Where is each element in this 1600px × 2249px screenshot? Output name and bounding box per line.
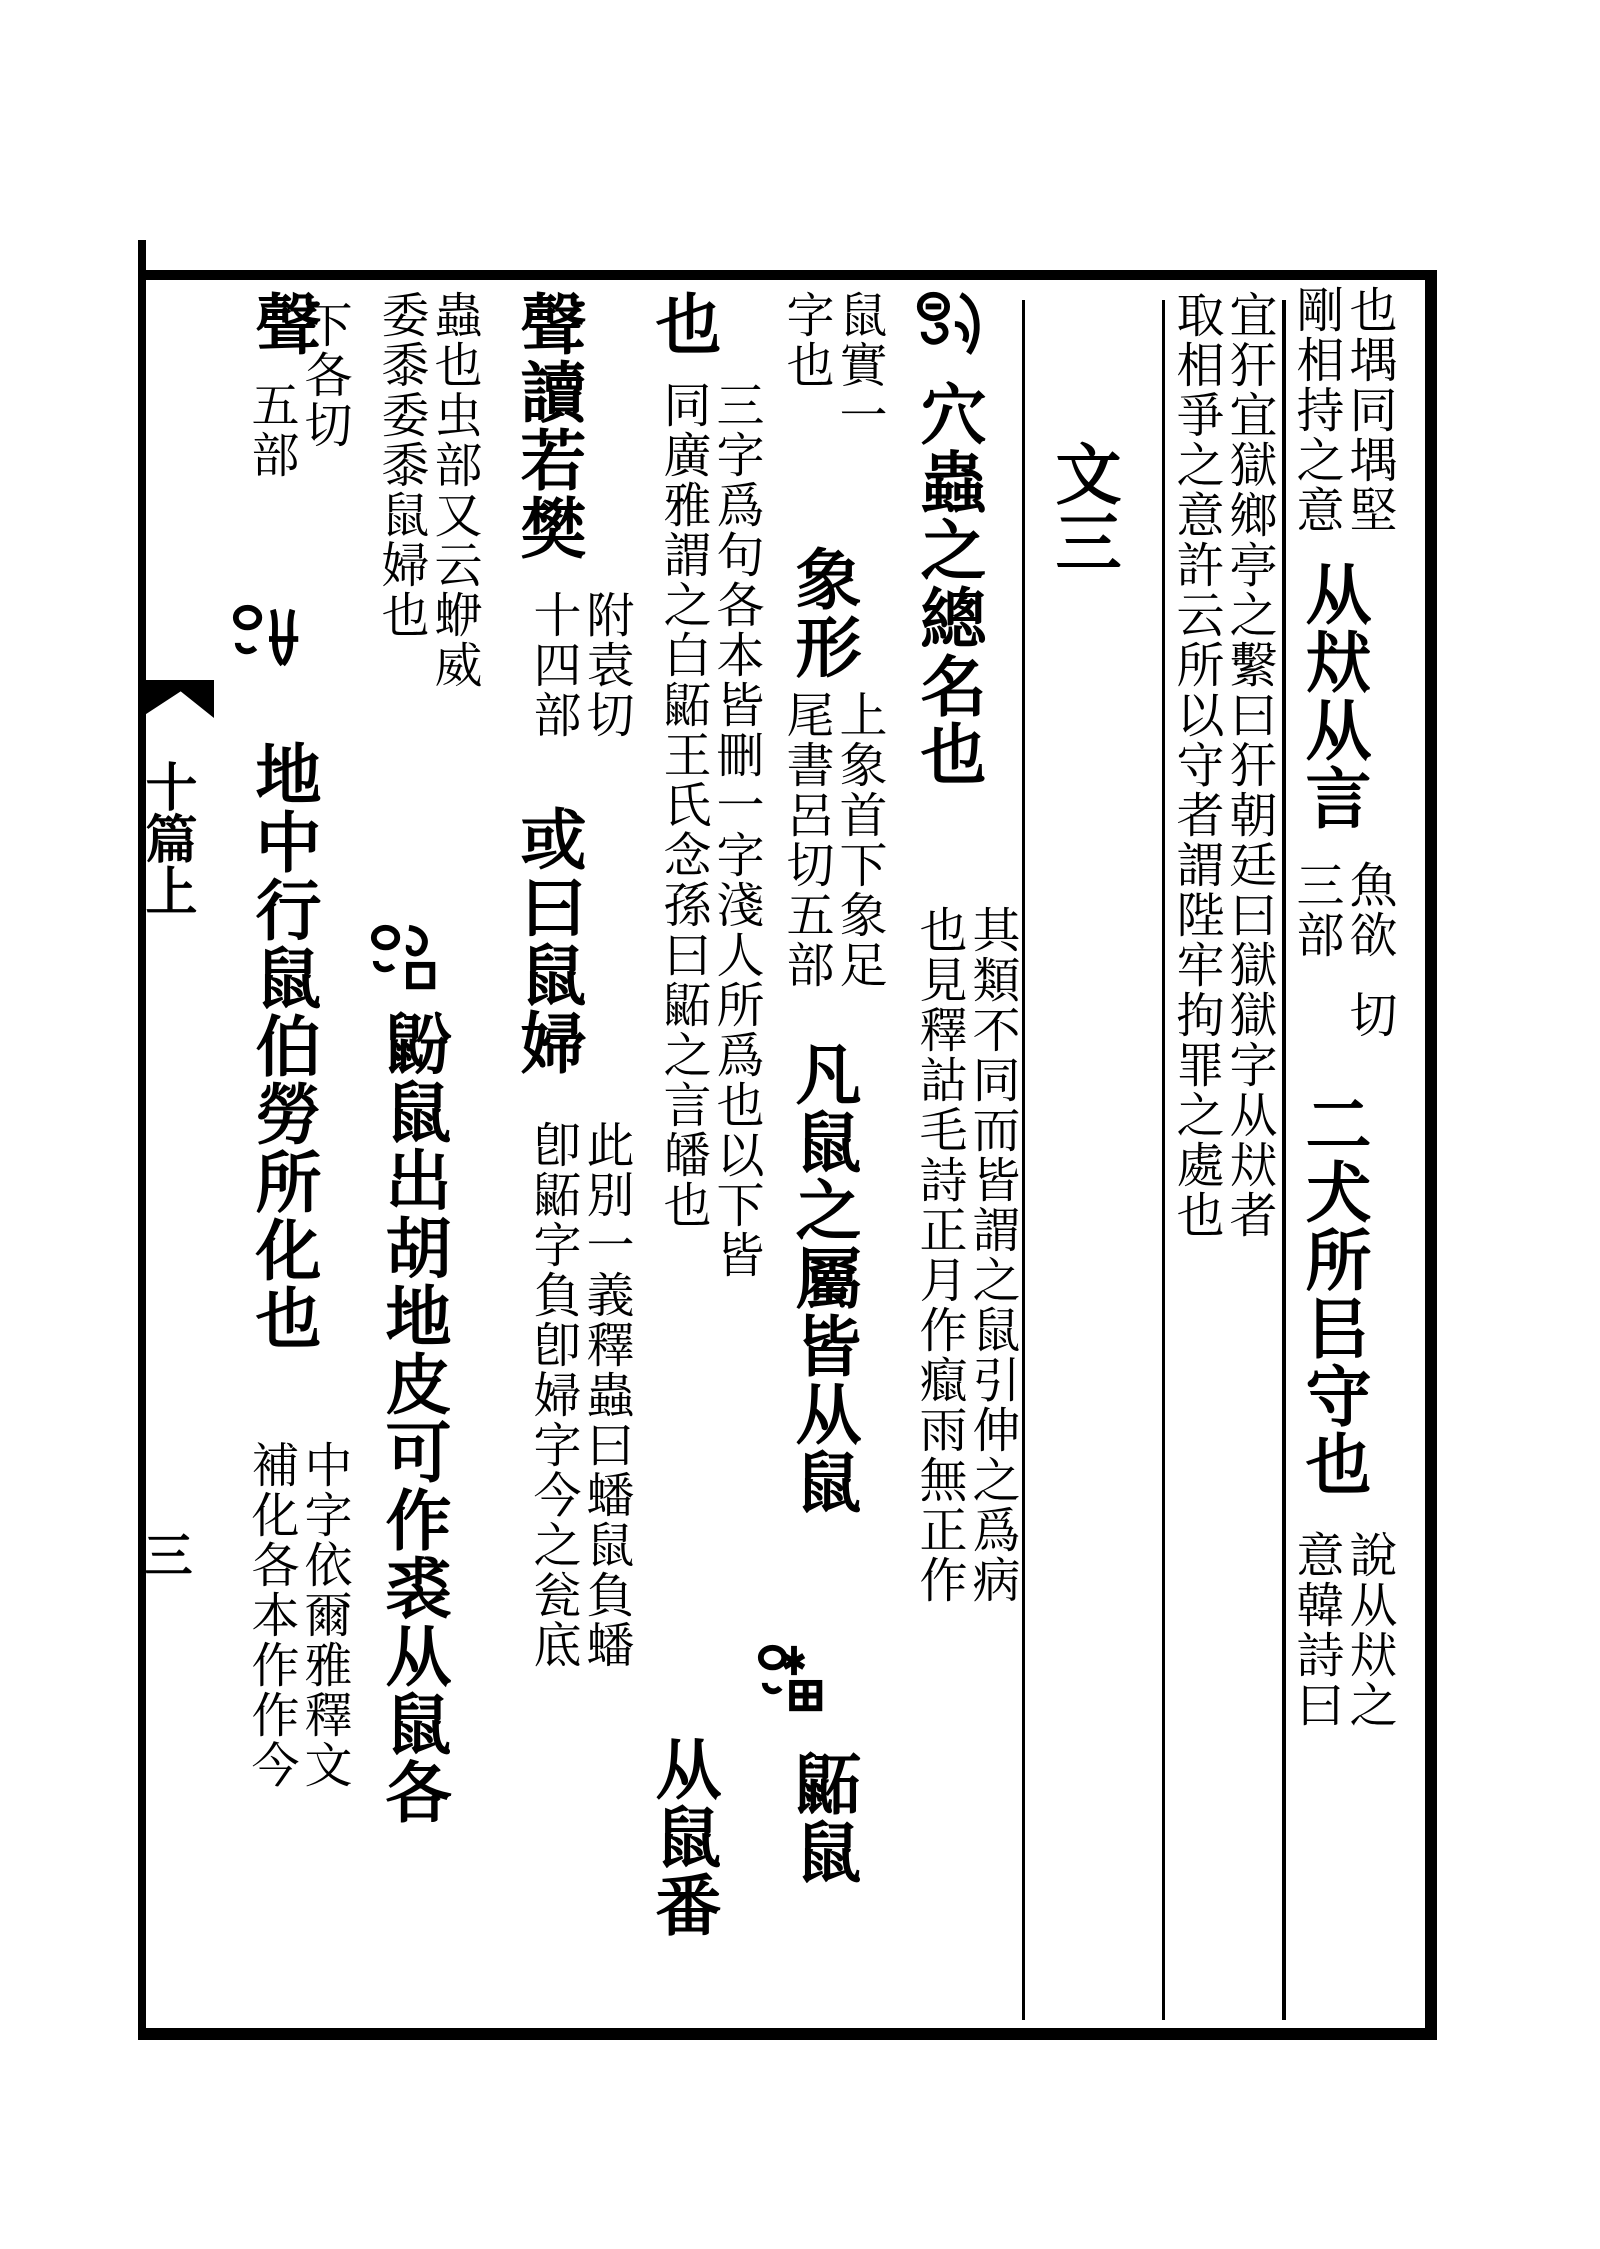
column-rule bbox=[1022, 300, 1025, 2020]
col4-note-a: 其類不同而皆謂之鼠引伸之爲病 bbox=[964, 905, 1020, 1605]
col4-main: 穴蟲之總名也 bbox=[909, 380, 987, 788]
col1-note-e1: 說从㹜之 bbox=[1341, 1530, 1397, 1730]
col8-main: 鼢鼠出胡地皮可作裘从鼠各 bbox=[374, 1010, 452, 1826]
col5-note-c1: 上象首下象足 bbox=[831, 690, 887, 990]
seal-glyph-fen bbox=[230, 600, 308, 678]
col2-note-a: 宜犴宜獄鄉亭之繫曰犴朝廷曰獄獄字从㹜者 bbox=[1221, 290, 1277, 1240]
col7-note-c1: 此別一義釋蟲曰蟠鼠負蟠 bbox=[578, 1120, 634, 1670]
seal-glyph-luo bbox=[368, 920, 446, 998]
col1-note-e2: 意韓詩曰 bbox=[1288, 1530, 1344, 1730]
frame-left-line bbox=[138, 240, 146, 2040]
page-number: 三 bbox=[136, 1530, 192, 1578]
col1-note-b: 剛相持之意 bbox=[1288, 285, 1344, 535]
col7-note-b: 十四部 bbox=[525, 590, 581, 740]
count-heading: 文三 bbox=[1044, 440, 1122, 576]
col8-note-b: 委黍委黍鼠婦也 bbox=[373, 290, 429, 640]
col5-main-3: 鼫鼠 bbox=[784, 1750, 862, 1886]
frame-right-line bbox=[1425, 270, 1437, 2040]
col4-note-b: 也見釋詁毛詩正月作癙雨無正作 bbox=[911, 905, 967, 1605]
col5-note-a: 鼠實一 bbox=[831, 290, 887, 440]
col9-main: 聲 bbox=[244, 290, 322, 358]
col2-note-b: 取相爭之意許云所以守者謂陛牢拘罪之處也 bbox=[1168, 290, 1224, 1240]
col6-note-b: 同廣雅謂之白鼫王氏念孫曰鼫之言皤也 bbox=[655, 380, 711, 1230]
col9-main-2: 地中行鼠伯勞所化也 bbox=[244, 740, 322, 1352]
seal-glyph-shu bbox=[912, 285, 990, 363]
col5-note-b: 字也 bbox=[778, 290, 834, 390]
col9-note-c1: 中字依爾雅釋文 bbox=[296, 1440, 352, 1790]
col8-note-a: 蟲也虫部又云蛜威 bbox=[426, 290, 482, 690]
col5-main-2: 凡鼠之屬皆从鼠 bbox=[784, 1040, 862, 1516]
col7-note-a: 附袁切 bbox=[578, 590, 634, 740]
col9-note-b: 五部 bbox=[243, 380, 299, 480]
col5-main: 象形 bbox=[784, 545, 862, 681]
col1-main: 从㹜从言 bbox=[1294, 560, 1372, 832]
col6-main-2: 从鼠番 bbox=[644, 1735, 722, 1939]
frame-bottom-line bbox=[140, 2028, 1435, 2040]
col1-note-a: 也堣同堣堅 bbox=[1341, 285, 1397, 535]
col1-note-c1: 魚欲 bbox=[1341, 860, 1397, 960]
col9-note-a: 下各切 bbox=[296, 300, 352, 450]
col7-note-c2: 卽鼫字負卽婦字今之瓮底 bbox=[525, 1120, 581, 1670]
col6-main: 也 bbox=[644, 290, 722, 358]
seal-glyph-shi bbox=[755, 1640, 833, 1718]
col1-main-2: 二犬所㠯守也 bbox=[1294, 1090, 1372, 1498]
col7-main-2: 或曰鼠婦 bbox=[509, 805, 587, 1077]
col5-note-c2: 尾書呂切五部 bbox=[778, 690, 834, 990]
col9-note-c2: 補化各本作作今 bbox=[243, 1440, 299, 1790]
col1-note-d: 切 bbox=[1341, 990, 1397, 1040]
fish-tail-mark bbox=[140, 680, 214, 718]
volume-label: 十篇上 bbox=[136, 760, 197, 916]
column-rule bbox=[1162, 300, 1165, 2020]
col1-note-c2: 三部 bbox=[1288, 860, 1344, 960]
col7-main: 聲讀若樊 bbox=[509, 290, 587, 562]
frame-top-line bbox=[140, 270, 1435, 280]
column-rule bbox=[1282, 300, 1286, 2020]
col6-note-a: 三字爲句各本皆刪一字淺人所爲也以下皆 bbox=[708, 380, 764, 1280]
